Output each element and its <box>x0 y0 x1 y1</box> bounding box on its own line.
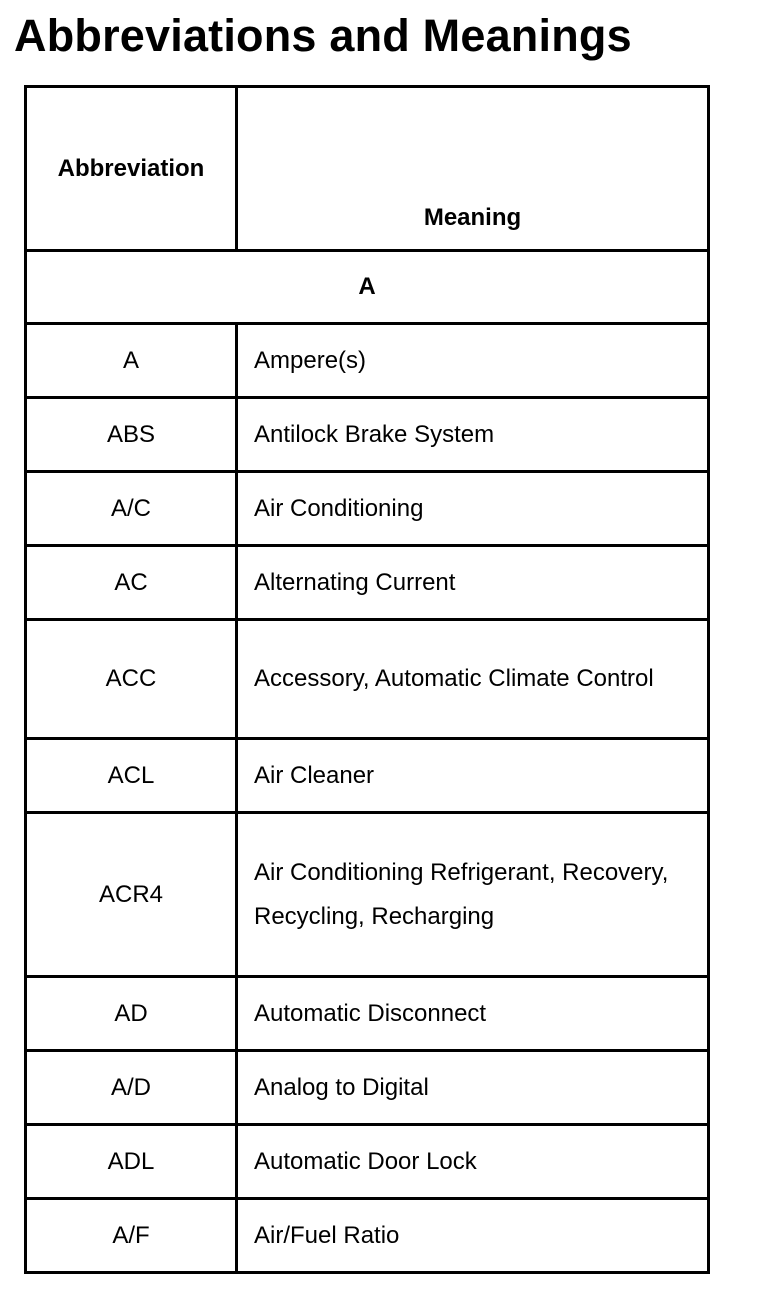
meaning-cell: Air/Fuel Ratio <box>237 1199 709 1273</box>
abbreviation-cell: ABS <box>26 398 237 472</box>
abbreviation-cell: ACR4 <box>26 813 237 977</box>
table-row <box>26 1125 709 1199</box>
meaning-cell: Alternating Current <box>237 546 709 620</box>
table-row <box>26 472 709 546</box>
table-row <box>26 1051 709 1125</box>
header-abbreviation: Abbreviation <box>26 87 237 251</box>
abbreviation-cell: A/D <box>26 1051 237 1125</box>
abbreviation-cell: A/F <box>26 1199 237 1273</box>
abbreviation-cell: AD <box>26 977 237 1051</box>
meaning-cell: Automatic Door Lock <box>237 1125 709 1199</box>
abbreviation-cell: AC <box>26 546 237 620</box>
meaning-cell: Air Cleaner <box>237 739 709 813</box>
abbreviation-cell: ACC <box>26 620 237 739</box>
table-row <box>26 977 709 1051</box>
meaning-cell: Air Conditioning <box>237 472 709 546</box>
table-row <box>26 546 709 620</box>
abbreviation-cell: ACL <box>26 739 237 813</box>
table-row <box>26 398 709 472</box>
section-row <box>26 251 709 324</box>
page-title: Abbreviations and Meanings <box>14 10 632 61</box>
meaning-cell: Air Conditioning Refrigerant, Recovery, Recycling, Recharging <box>237 813 709 977</box>
meaning-cell: Antilock Brake System <box>237 398 709 472</box>
table-row <box>26 739 709 813</box>
meaning-cell: Ampere(s) <box>237 324 709 398</box>
meaning-cell: Analog to Digital <box>237 1051 709 1125</box>
meaning-cell: Automatic Disconnect <box>237 977 709 1051</box>
abbreviation-cell: A <box>26 324 237 398</box>
table-row <box>26 324 709 398</box>
table-row <box>26 620 709 739</box>
abbreviations-table <box>24 85 710 1274</box>
table-row <box>26 1199 709 1273</box>
abbreviation-cell: A/C <box>26 472 237 546</box>
table-row <box>26 813 709 977</box>
table-header-row <box>26 87 709 251</box>
meaning-cell: Accessory, Automatic Climate Control <box>237 620 709 739</box>
abbreviation-cell: ADL <box>26 1125 237 1199</box>
header-meaning: Meaning <box>237 87 709 251</box>
section-heading: A <box>26 251 709 324</box>
